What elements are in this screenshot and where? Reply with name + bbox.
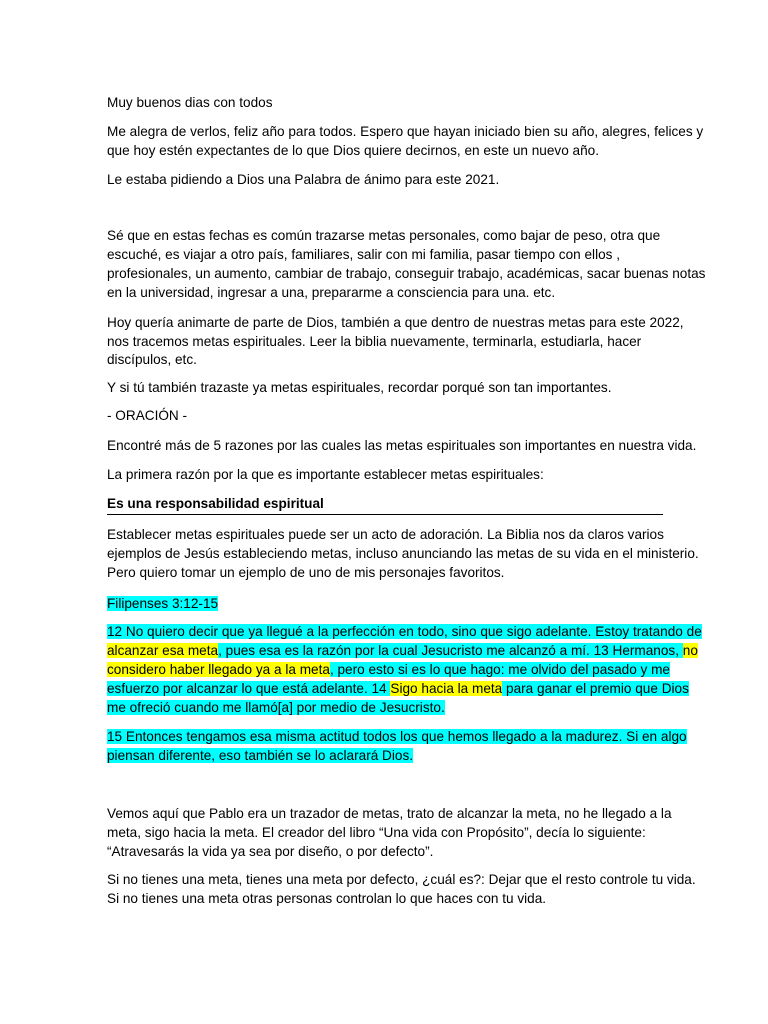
paragraph-line: “Atravesarás la vida ya sea por diseño, o por defecto”. <box>107 844 434 859</box>
paragraph-line: que hoy estén expectantes de lo que Dios quiere decirnos, en este un nuevo año. <box>107 143 599 158</box>
paragraph-line: Hoy quería animarte de parte de Dios, también a que dentro de nuestras metas para este 2022, <box>107 315 684 330</box>
prayer-label: - ORACIÓN - <box>107 408 188 423</box>
paragraph-line: en la universidad, ingresar a una, prepararme a consciencia para una. etc. <box>107 285 556 300</box>
paragraph-line: Si no tienes una meta, tienes una meta por defecto, ¿cuál es?: Dejar que el resto controle tu vida. <box>107 872 696 887</box>
highlight-yellow: considero haber llegado ya a la meta <box>107 662 330 677</box>
heading-underline <box>107 514 663 515</box>
paragraph-line: Si no tienes una meta otras personas controlan lo que haces con tu vida. <box>107 891 547 906</box>
verse-line: me ofreció cuando me llamó[a] por medio de Jesucristo. <box>107 700 445 715</box>
paragraph-line: escuché, es viajar a otro país, familiares, salir con mi familia, pasar tiempo con ellos , <box>107 247 620 262</box>
paragraph-line: profesionales, un aumento, cambiar de trabajo, conseguir trabajo, académicas, sacar buenas notas <box>107 266 706 281</box>
highlight-yellow: no <box>682 643 698 658</box>
verse-line: 15 Entonces tengamos esa misma actitud todos los que hemos llegado a la madurez. Si en algo <box>107 729 687 744</box>
greeting: Muy buenos dias con todos <box>107 95 273 110</box>
paragraph-line: Y si tú también trazaste ya metas espirituales, recordar porqué son tan importantes. <box>107 380 612 395</box>
paragraph-line: meta, sigo hacia la meta. El creador del libro “Una vida con Propósito”, decía lo siguiente: <box>107 825 646 840</box>
paragraph-line: ejemplos de Jesús estableciendo metas, incluso anunciando las metas de su vida en el ministerio. <box>107 546 699 561</box>
verse-reference: Filipenses 3:12-15 <box>107 596 219 611</box>
paragraph-line: Establecer metas espirituales puede ser un acto de adoración. La Biblia nos da claros varios <box>107 527 664 542</box>
highlight-yellow: Sigo hacia la meta <box>390 681 503 696</box>
paragraph-line: Me alegra de verlos, feliz año para todos. Espero que hayan iniciado bien su año, alegres, felices y <box>107 124 704 139</box>
verse-text: para ganar el premio que Dios <box>502 681 689 696</box>
paragraph-line: Sé que en estas fechas es común trazarse metas personales, como bajar de peso, otra que <box>107 228 661 243</box>
highlight-yellow: alcanzar esa meta <box>107 643 219 658</box>
verse-line: 12 No quiero decir que ya llegué a la perfección en todo, sino que sigo adelante. Estoy tratando de <box>107 624 702 639</box>
paragraph-line: Pero quiero tomar un ejemplo de uno de mis personajes favoritos. <box>107 565 505 580</box>
paragraph-line: nos tracemos metas espirituales. Leer la biblia nuevamente, terminarla, estudiarla, hacer <box>107 334 642 349</box>
paragraph-line: Encontré más de 5 razones por las cuales las metas espirituales son importantes en nuestra vida. <box>107 438 697 453</box>
verse-line: piensan diferente, eso también se lo aclarará Dios. <box>107 748 414 763</box>
section-heading: Es una responsabilidad espiritual <box>107 496 324 511</box>
verse-text: , pero esto si es lo que hago: me olvido del pasado y me <box>329 662 670 677</box>
paragraph-line: La primera razón por la que es importante establecer metas espirituales: <box>107 467 544 482</box>
paragraph-line: Le estaba pidiendo a Dios una Palabra de ánimo para este 2021. <box>107 172 500 187</box>
paragraph-line: discípulos, etc. <box>107 352 197 367</box>
paragraph-line: Vemos aquí que Pablo era un trazador de metas, trato de alcanzar la meta, no he llegado a la <box>107 806 672 821</box>
verse-text: , pues esa es la razón por la cual Jesucristo me alcanzó a mí. 13 Hermanos, <box>218 643 683 658</box>
verse-text: esfuerzo por alcanzar lo que está adelante. 14 <box>107 681 391 696</box>
